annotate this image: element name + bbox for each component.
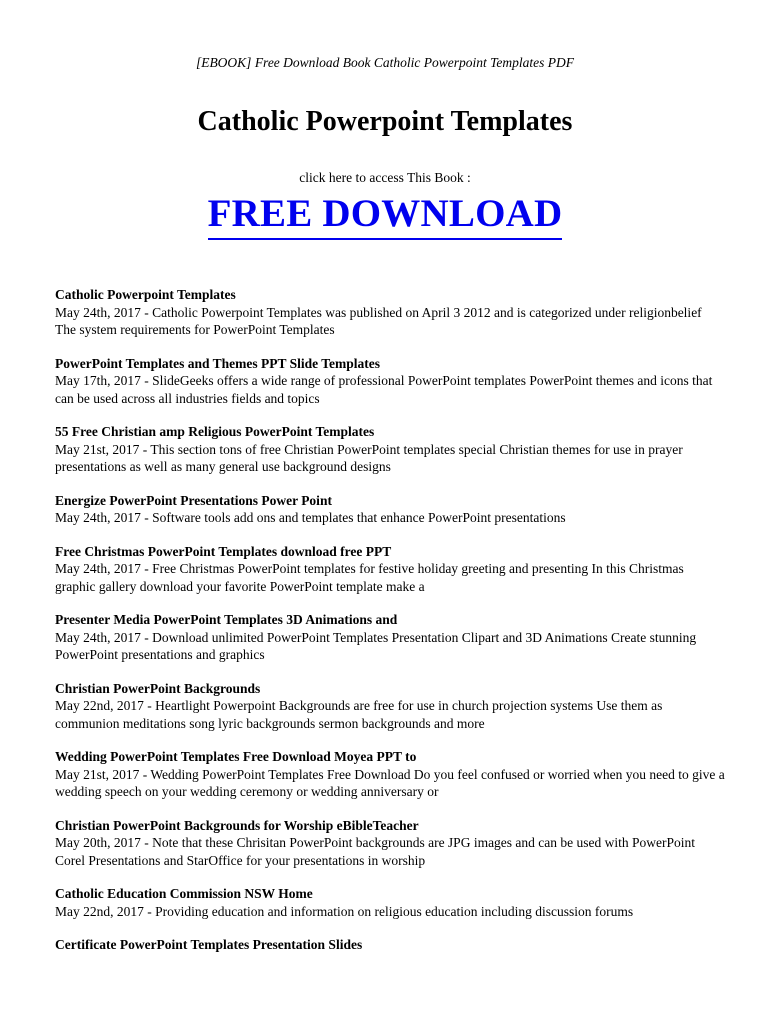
entry-title: Free Christmas PowerPoint Templates download free PPT [55, 543, 392, 559]
list-item [55, 355, 725, 408]
list-item [55, 286, 725, 339]
access-instruction-text: click here to access This Book : [299, 170, 471, 185]
entry-description: May 24th, 2017 - Software tools add ons and templates that enhance PowerPoint presentations [55, 510, 566, 525]
entry-description: May 22nd, 2017 - Heartlight Powerpoint Backgrounds are free for use in church projection systems Use them as communion meditations song lyric backgrounds sermon backgrounds and more [55, 698, 663, 731]
entry-title: Energize PowerPoint Presentations Power Point [55, 492, 332, 508]
entry-description: May 20th, 2017 - Note that these Chrisitan PowerPoint backgrounds are JPG images and can be used with PowerPoint Corel Presentations and StarOffice for your presentations in worship [55, 835, 696, 868]
entry-title: 55 Free Christian amp Religious PowerPoint Templates [55, 424, 375, 439]
free-download-link[interactable]: FREE DOWNLOAD [208, 190, 563, 240]
entry-description: May 24th, 2017 - Free Christmas PowerPoint templates for festive holiday greeting and presenting In this Christmas graphic gallery download your favorite PowerPoint template make a [55, 561, 684, 594]
list-item [55, 885, 725, 920]
entry-description: May 24th, 2017 - Catholic Powerpoint Templates was published on April 3 2012 and is categorized under religionbelief The system requirements for PowerPoint Templates [55, 304, 702, 337]
entry-title: Wedding PowerPoint Templates Free Download Moyea PPT to [55, 749, 417, 764]
entry-title: Catholic Education Commission NSW Home [55, 886, 313, 901]
entry-title: Presenter Media PowerPoint Templates 3D Animations and [55, 612, 398, 627]
entry-description: May 22nd, 2017 - Providing education and information on religious education including discussion forums [55, 903, 634, 919]
page-title: Catholic Powerpoint Templates [197, 106, 573, 137]
entry-description: May 17th, 2017 - SlideGeeks offers a wide range of professional PowerPoint templates PowerPoint themes and icons that can be used across all industries fields and topics [55, 373, 713, 406]
ebook-header-line: [EBOOK] Free Download Book Catholic Powerpoint Templates PDF [195, 55, 575, 70]
entry-title: PowerPoint Templates and Themes PPT Slide Templates [55, 355, 381, 371]
list-item [55, 423, 725, 476]
download-link-container [0, 190, 770, 240]
list-item [55, 680, 725, 733]
list-item [55, 611, 725, 664]
list-item [55, 817, 725, 870]
entry-title: Certificate PowerPoint Templates Presentation Slides [55, 937, 363, 952]
entry-title: Christian PowerPoint Backgrounds [55, 680, 261, 696]
entry-description: May 24th, 2017 - Download unlimited PowerPoint Templates Presentation Clipart and 3D Animations Create stunning PowerPoint presentations and graphics [55, 629, 697, 662]
list-item [55, 543, 725, 596]
list-item [55, 936, 725, 954]
list-item [55, 748, 725, 801]
list-item [55, 492, 725, 527]
entry-description: May 21st, 2017 - Wedding PowerPoint Templates Free Download Do you feel confused or worried when you need to give a wedding speech on your wedding ceremony or wedding anniversary or [55, 766, 725, 799]
entry-list [55, 286, 725, 970]
entry-title: Christian PowerPoint Backgrounds for Worship eBibleTeacher [55, 817, 419, 833]
entry-description: May 21st, 2017 - This section tons of free Christian PowerPoint templates special Christian themes for use in prayer presentations as well as many general use background designs [55, 441, 683, 474]
entry-title: Catholic Powerpoint Templates [55, 287, 236, 302]
